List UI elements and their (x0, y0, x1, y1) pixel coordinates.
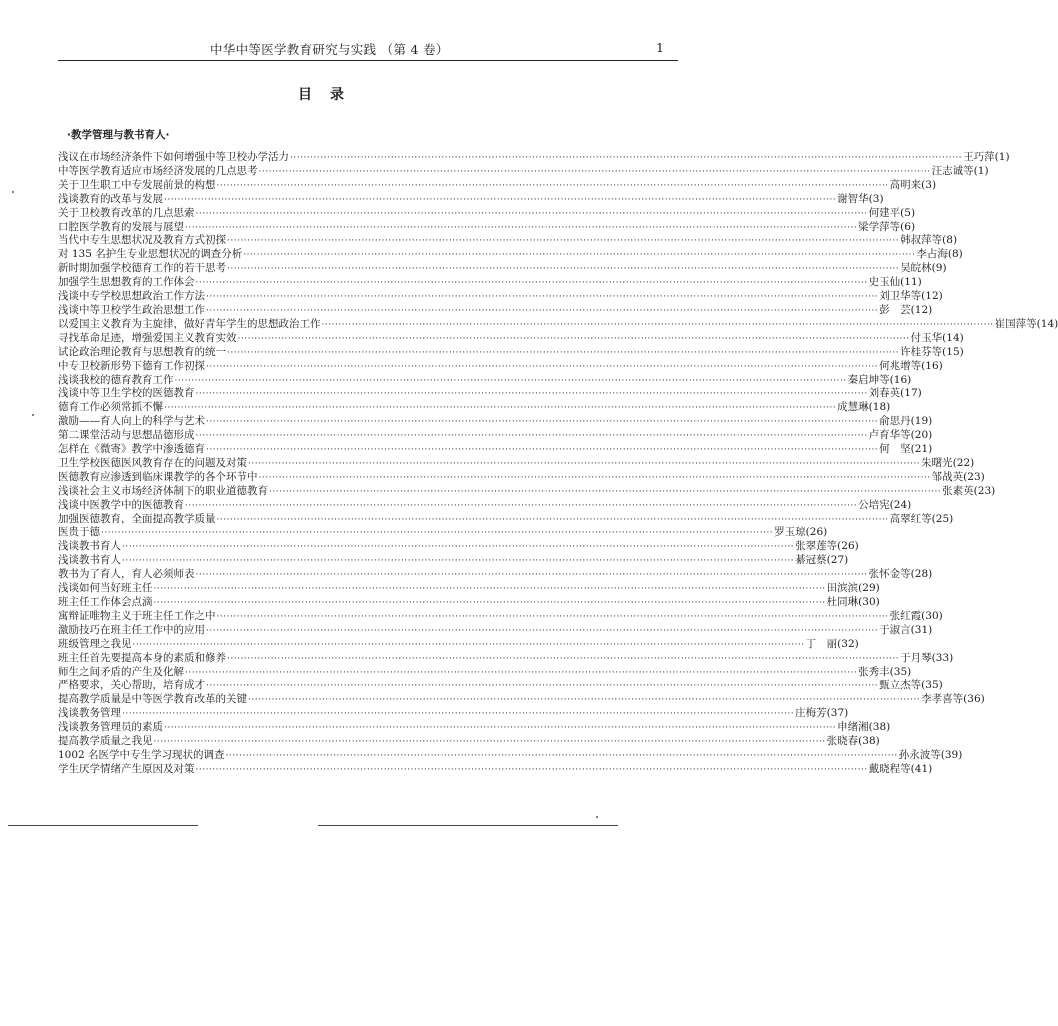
entry-author: 何兆增等 (879, 359, 922, 372)
toc-entry (58, 359, 943, 374)
entry-title: 浅谈我校的德育教育工作 (58, 373, 174, 386)
entry-page: (41) (910, 762, 933, 775)
dot-leader: ········································································································································································································ (290, 153, 963, 163)
entry-title: 教书为了育人，育人必须师表 (58, 568, 195, 581)
dot-leader: ········································································································································································································ (195, 389, 868, 400)
dot-leader: ········································································································································································································ (243, 250, 916, 261)
toc-entry (58, 748, 963, 763)
dot-leader: ········································································································································································································ (216, 180, 889, 191)
toc-entry (58, 290, 943, 304)
entry-author: 于月琴 (900, 651, 932, 664)
entry-title: 加强医德教育，全面提高教学质量 (58, 512, 216, 525)
entry-page: (21) (910, 443, 933, 456)
entry-title: 寓辩证唯物主义于班主任工作之中 (58, 609, 216, 622)
page-number: 1 (656, 40, 664, 55)
entry-author: 成慧琳 (837, 401, 869, 414)
entry-author: 于淑言 (879, 623, 911, 636)
dot-leader: ········································································································································································································ (248, 695, 921, 706)
toc-entry (58, 609, 943, 624)
dot-leader: ········································································································································································································ (164, 723, 837, 734)
entry-author: 高翠红等 (889, 512, 932, 525)
dot-leader: ········································································································································································································ (227, 347, 900, 358)
entry-title: 寻找革命足迹，增强爱国主义教育实效 (58, 331, 237, 344)
entry-author: 庄梅芳 (795, 707, 827, 720)
entry-author: 何 坚 (879, 443, 911, 456)
entry-title: 加强学生思想教育的工作体会 (58, 276, 195, 289)
toc-entry (58, 665, 912, 680)
entry-author: 李孝喜等 (921, 693, 964, 706)
entry-title: 第二课堂活动与思想品德形成 (58, 429, 195, 442)
toc-entry (58, 151, 1010, 165)
toc-entry (58, 637, 859, 652)
toc-entry (58, 262, 947, 276)
entry-author: 刘卫华等 (879, 290, 922, 303)
dot-leader: ········································································································································································································ (227, 264, 900, 275)
toc-entry (58, 387, 922, 401)
entry-page: (31) (910, 623, 933, 636)
toc-entry (58, 248, 963, 262)
entry-page: (37) (826, 707, 849, 720)
entry-title: 激励——育人向上的科学与艺术 (58, 415, 205, 428)
entry-author: 杜同琳 (826, 596, 859, 608)
entry-author: 秦启坤等 (847, 373, 890, 386)
entry-title: 怎样在《微寄》教学中渗透德育 (58, 443, 205, 456)
dot-leader: ········································································································································································································ (122, 709, 795, 720)
entry-page: (35) (921, 679, 943, 692)
dot-leader: ········································································································································································································ (164, 194, 837, 205)
entry-page: (15) (942, 345, 964, 358)
toc-entry (58, 762, 933, 777)
entry-author: 高明来 (889, 178, 922, 191)
toc-entry (58, 540, 859, 554)
toc-entry (58, 429, 933, 443)
entry-page: (23) (973, 484, 996, 497)
toc-entry (58, 568, 933, 582)
dot-leader: ········································································································································································································ (216, 514, 889, 525)
dot-leader: ········································································································································································································ (206, 625, 879, 636)
entry-title: 关于卫校教育改革的几点思索 (58, 206, 195, 219)
entry-page: (38) (868, 721, 891, 734)
entry-author: 张红霞 (889, 609, 922, 622)
entry-author: 綦冠蔡 (795, 554, 827, 567)
dot-leader: ········································································································································································································ (321, 319, 994, 330)
toc-entry (58, 456, 975, 471)
dot-leader: ········································································································································································································ (195, 431, 868, 442)
dot-leader: ········································································································································································································ (269, 486, 942, 497)
footer-rule-left (8, 825, 198, 826)
entry-page: (14) (942, 331, 964, 344)
entry-title: 浅谈如何当好班主任 (58, 582, 153, 595)
entry-page: (16) (889, 373, 912, 386)
entry-page: (36) (963, 693, 985, 706)
dot-leader: ········································································································································································································ (206, 417, 879, 428)
running-header (60, 40, 684, 56)
dot-leader: ········································································································································································································ (206, 305, 879, 316)
entry-author: 张秀丰 (858, 665, 890, 678)
dot-leader: ········································································································································································································ (195, 570, 868, 581)
toc-entry (58, 582, 880, 596)
dot-leader: ········································································································································································································ (206, 681, 879, 692)
entry-page: (22) (952, 456, 975, 469)
entry-author: 许桂芬等 (900, 345, 943, 358)
dot-leader: ········································································································································································································ (248, 458, 921, 469)
toc-entry (58, 512, 954, 527)
dot-leader: ········································································································································································································ (195, 764, 868, 775)
entry-title: 师生之间矛盾的产生及化解 (58, 665, 184, 678)
entry-author: 汪志诚等 (931, 164, 974, 177)
entry-title: 严格要求，关心帮助，培育成才 (58, 679, 205, 692)
dot-leader: ········································································································································································································ (122, 542, 795, 553)
toc-entry (58, 206, 916, 221)
toc-entry (58, 721, 891, 735)
dot-leader: ········································································································································································································ (153, 584, 826, 595)
dot-leader: ········································································································································································································ (164, 403, 837, 414)
footer-rule-right (318, 825, 618, 826)
entry-page: (5) (900, 206, 916, 219)
entry-author: 李占海 (916, 248, 948, 261)
dot-leader: ········································································································································································································ (258, 166, 931, 177)
entry-author: 罗玉琼 (774, 526, 806, 539)
entry-page: (18) (868, 401, 891, 414)
entry-page: (8) (942, 234, 958, 247)
dot-leader: ········································································································································································································ (153, 598, 826, 608)
entry-page: (39) (940, 748, 963, 761)
entry-author: 史玉仙 (868, 276, 901, 289)
entry-title: 学生厌学情绪产生原因及对策 (58, 762, 195, 775)
entry-title: 提高教学质量之我见 (58, 735, 153, 748)
dot-leader: ········································································································································································································ (237, 333, 910, 344)
entry-page: (26) (837, 540, 859, 553)
entry-page: (9) (931, 262, 947, 275)
entry-page: (28) (910, 568, 933, 581)
entry-author: 张翠莲等 (795, 540, 838, 553)
entry-author: 付玉华 (910, 331, 943, 344)
entry-title: 浅谈教书育人 (58, 540, 121, 553)
entry-title: 当代中专生思想状况及教育方式初探 (58, 234, 226, 247)
dot-leader: ········································································································································································································ (185, 500, 858, 511)
entry-title: 中专卫校新形势下德育工作初探 (58, 359, 205, 372)
toc-entry (58, 401, 891, 415)
dot-leader: ········································································································································································································ (216, 611, 889, 622)
entry-author: 张素英 (942, 484, 974, 497)
entry-page: (26) (805, 526, 828, 539)
entry-title: 浅谈教务管理 (58, 707, 121, 720)
toc-entry (58, 331, 964, 346)
toc-entry (58, 526, 828, 540)
entry-title: 1002 名医学中专生学习现状的调查 (58, 748, 225, 761)
entry-page: (30) (921, 609, 943, 622)
toc-entry (58, 345, 964, 360)
scan-speck (12, 191, 14, 193)
toc-heading: 目录 (298, 87, 362, 103)
entry-title: 试论政治理论教育与思想教育的统一 (58, 345, 226, 358)
toc-entry (58, 623, 933, 638)
entry-page: (12) (910, 303, 933, 316)
dot-leader: ········································································································································································································ (195, 208, 868, 219)
entry-author: 甄立杰等 (879, 679, 922, 692)
entry-page: (20) (910, 429, 933, 442)
dot-leader: ········································································································································································································ (185, 667, 858, 678)
entry-author: 戴晓程等 (868, 762, 911, 775)
toc-entry (58, 596, 880, 610)
entry-author: 卢育华等 (868, 429, 911, 442)
entry-title: 浅谈教育的改革与发展 (58, 192, 163, 205)
entry-title: 浅谈教务管理员的素质 (58, 721, 163, 734)
entry-author: 崔国萍等 (994, 317, 1037, 330)
toc-entry (58, 470, 985, 485)
dot-leader: ········································································································································································································ (227, 236, 900, 247)
toc-entry (58, 178, 937, 193)
entry-author: 何建平 (868, 206, 901, 219)
toc-entry (58, 498, 912, 513)
entry-title: 浅谈社会主义市场经济体制下的职业道德教育 (58, 484, 268, 497)
entry-author: 田滨滨 (826, 582, 859, 595)
entry-author: 刘春英 (868, 387, 901, 400)
entry-title: 提高教学质量是中等医学教育改革的关键 (58, 693, 247, 706)
entry-title: 口腔医学教育的发展与展望 (58, 220, 184, 233)
entry-title: 班主任首先要提高本身的素质和修养 (58, 651, 226, 664)
entry-author: 谢智华 (837, 192, 869, 205)
toc-entry (58, 651, 954, 666)
toc-entry (58, 484, 996, 499)
entry-title: 医德教育应渗透到临床课教学的各个环节中 (58, 470, 258, 483)
entry-page: (29) (858, 582, 880, 595)
entry-title: 中等医学教育适应市场经济发展的几点思考 (58, 164, 258, 177)
entry-page: (35) (889, 665, 912, 678)
entry-page: (8) (947, 248, 963, 261)
entry-author: 申绪湘 (837, 721, 869, 734)
toc-entry (58, 554, 849, 568)
dot-leader: ········································································································································································································ (185, 222, 858, 233)
entry-author: 张晓春 (826, 735, 859, 748)
header-rule (58, 60, 678, 61)
entry-author: 朱曙光 (921, 456, 953, 469)
entry-author: 邹战英 (931, 470, 964, 483)
entry-title: 浅谈中等卫校学生政治思想工作 (58, 303, 205, 316)
entry-page: (14) (1036, 317, 1058, 330)
dot-leader: ········································································································································································································ (225, 750, 898, 761)
entry-author: 彭 芸 (879, 303, 911, 316)
toc-entry (58, 164, 989, 179)
entry-page: (30) (858, 596, 880, 608)
entry-page: (1) (973, 164, 989, 177)
entry-page: (16) (921, 359, 943, 372)
entry-title: 新时期加强学校德育工作的若干思考 (58, 262, 226, 275)
entry-author: 韩叔萍等 (900, 234, 943, 247)
entry-author: 俞思丹 (879, 415, 911, 428)
toc-entry (58, 220, 916, 235)
entry-page: (19) (910, 415, 933, 428)
entry-page: (3) (921, 178, 937, 191)
entry-title: 德育工作必须常抓不懈 (58, 401, 163, 414)
entry-page: (11) (900, 276, 922, 289)
toc-entry (58, 276, 922, 290)
dot-leader: ········································································································································································································ (227, 653, 900, 664)
entry-title: 班级管理之我见 (58, 637, 132, 650)
dot-leader: ········································································································································································································ (101, 528, 774, 539)
entry-title: 浅议在市场经济条件下如何增强中等卫校办学活力 (58, 151, 289, 163)
toc-entry (58, 707, 849, 721)
entry-page: (3) (868, 192, 884, 205)
entry-page: (27) (826, 554, 849, 567)
entry-author: 孙永波等 (898, 748, 941, 761)
toc-entry (58, 735, 880, 749)
dot-leader: ········································································································································································································ (174, 375, 847, 386)
entry-title: 班主任工作体会点滴 (58, 596, 153, 608)
scan-speck (32, 414, 34, 416)
entry-title: 浅谈中等卫生学校的医德教育 (58, 387, 195, 400)
dot-leader: ········································································································································································································ (206, 292, 879, 303)
entry-title: 卫生学校医德医风教育存在的问题及对策 (58, 456, 247, 469)
entry-page: (1) (994, 151, 1010, 163)
entry-page: (32) (837, 637, 859, 650)
entry-author: 吴皖林 (900, 262, 932, 275)
dot-leader: ········································································································································································································ (258, 472, 931, 483)
entry-title: 以爱国主义教育为主旋律，做好青年学生的思想政治工作 (58, 317, 321, 330)
entry-page: (38) (858, 735, 880, 748)
entry-page: (6) (900, 220, 916, 233)
toc-entry (58, 317, 1058, 332)
entry-author: 梁学萍等 (858, 220, 901, 233)
toc-entry (58, 192, 884, 207)
dot-leader: ········································································································································································································ (195, 278, 868, 289)
dot-leader: ········································································································································································································ (153, 737, 826, 748)
entry-title: 浅谈中医教学中的医德教育 (58, 498, 184, 511)
toc-entry (58, 679, 943, 693)
entry-author: 王巧萍 (963, 151, 995, 163)
toc-entry (58, 693, 985, 707)
entry-author: 公培宪 (858, 498, 890, 511)
dot-leader: ········································································································································································································ (132, 639, 805, 650)
entry-page: (12) (921, 290, 943, 303)
scan-speck (596, 816, 598, 818)
entry-title: 医贵于德 (58, 526, 100, 539)
toc-entry (58, 373, 912, 388)
entry-title: 浅谈中专学校思想政治工作方法 (58, 290, 205, 303)
entry-author: 张怀金等 (868, 568, 911, 581)
entry-title: 关于卫生职工中专发展前景的构想 (58, 178, 216, 191)
toc-entry (58, 415, 933, 429)
toc-entry (58, 443, 933, 457)
toc-entry (58, 234, 958, 248)
entry-title: 激励技巧在班主任工作中的应用 (58, 623, 205, 636)
entry-page: (25) (931, 512, 954, 525)
entry-title: 对 135 名护生专业思想状况的调查分析 (58, 248, 243, 261)
dot-leader: ········································································································································································································ (206, 361, 879, 372)
toc-entry (58, 303, 933, 318)
toc-entry-list (58, 151, 1058, 777)
entry-page: (33) (931, 651, 954, 664)
dot-leader: ········································································································································································································ (206, 445, 879, 456)
entry-page: (23) (963, 470, 985, 483)
entry-page: (17) (900, 387, 922, 400)
dot-leader: ········································································································································································································ (122, 556, 795, 567)
section-heading: ·教学管理与教书育人· (67, 129, 170, 141)
entry-page: (24) (889, 498, 912, 511)
entry-title: 浅谈教书育人 (58, 554, 121, 567)
journal-title: 中华中等医学教育研究与实践 （第 4 卷） (210, 42, 449, 57)
entry-author: 丁 丽 (805, 637, 838, 650)
